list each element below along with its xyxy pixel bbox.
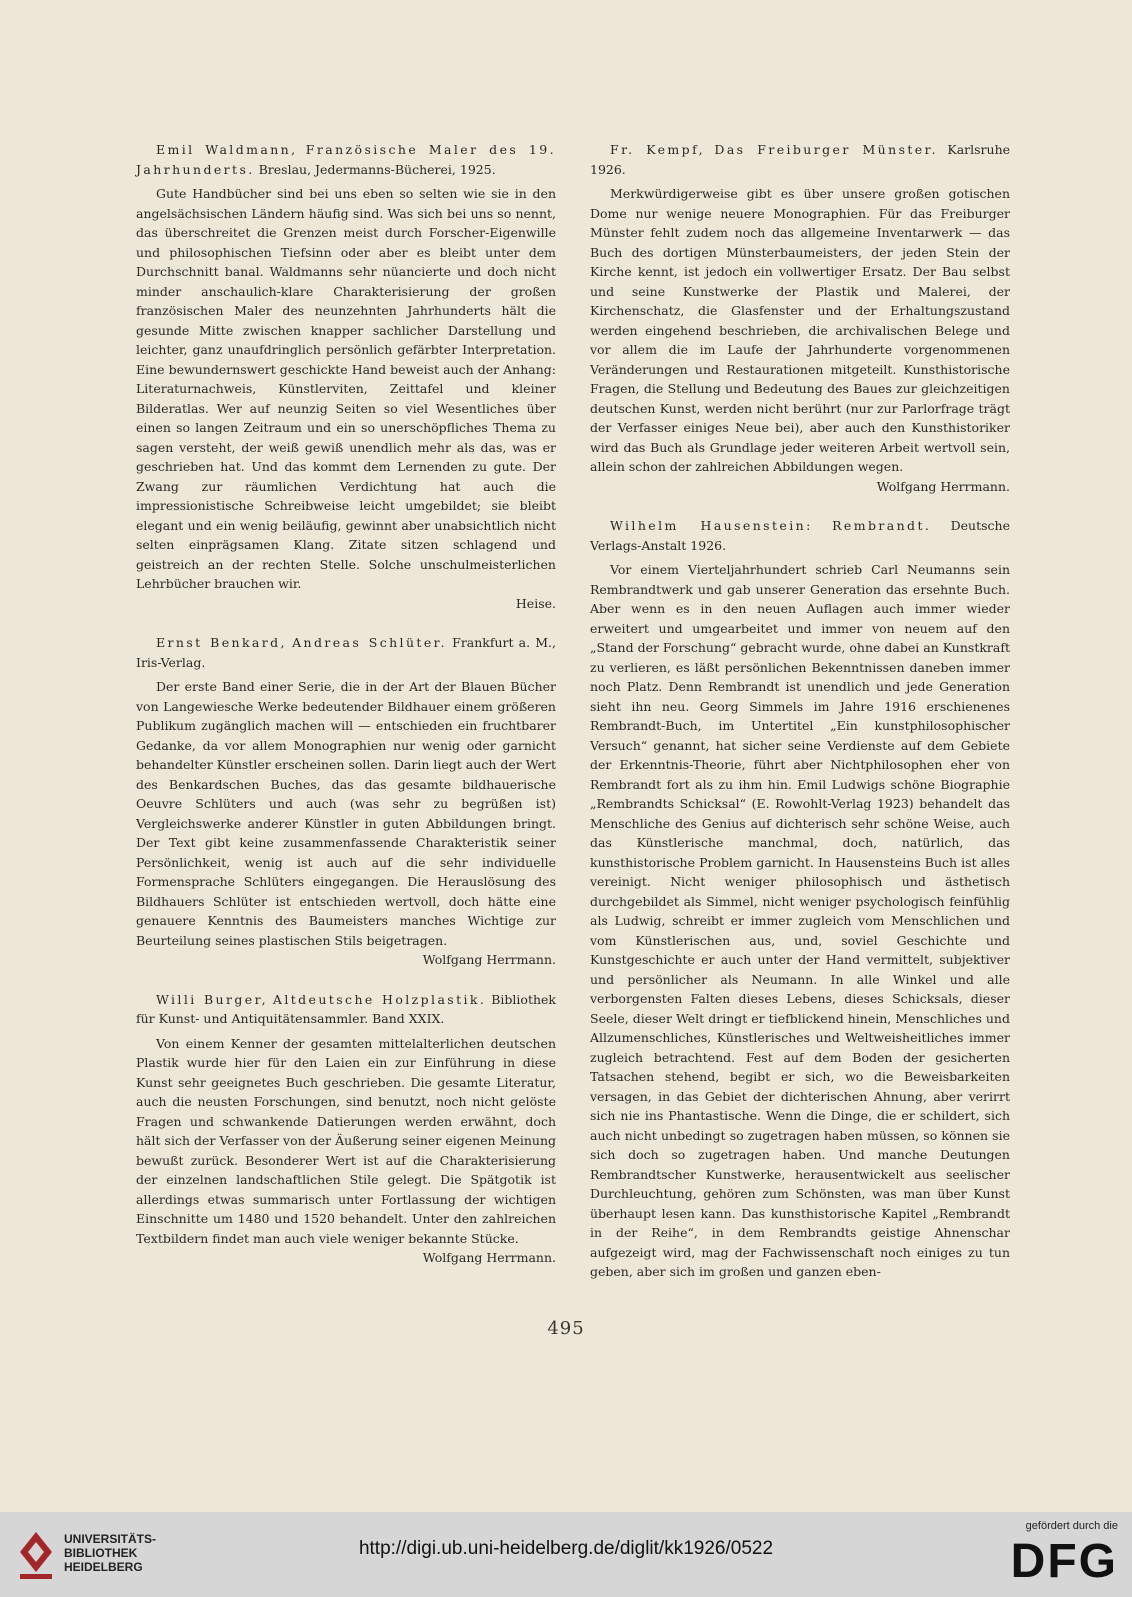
review-title: Französische Maler des 19. Jahrhunderts. [136,142,556,177]
right-column [590,140,1010,1302]
review-heading [136,633,556,672]
review-text: Von einem Kenner der gesamten mittelalterlichen deutschen Plastik wurde hier für den Laien ein zur Einführung in diese Kunst sehr geeignetes Buch geschrieben. Die gesamte Literatur, auch die neusten Forschungen, sind benutzt, noch nicht gelöste Fragen und schwankende Datierungen werden erwähnt, doch hält sich der Verfasser von der Äußerung seiner eigenen Meinung bewußt zurück. Besonderer Wert ist auf die Charakterisierung der einzelnen landschaftlichen Stile gelegt. Die Spätgotik ist allerdings etwas summarisch unter Fortlassung der wichtigen Einschnitte um 1480 und 1520 behandelt. Unter den zahlreichen Textbildern findet man auch viele weniger bekannte Stücke. [136,1035,556,1246]
review-publisher: Karlsruhe 1926. [590,142,1011,177]
review-signature: Wolfgang Herrmann. [876,478,1010,494]
review-author: Ernst Benkard, [156,635,287,650]
review-waldmann [136,140,556,613]
review-kempf [590,140,1010,496]
institution-line: HEIDELBERG [64,1560,143,1574]
review-heading [590,516,1010,555]
page-number: 495 [547,1318,585,1339]
review-text: Gute Handbücher sind bei uns eben so selten wie sie in den angelsächsischen Ländern häufig sind. Was sich bei uns so nennt, das überschreitet die Grenzen meist durch Forscher-Eigenwille und philosophischen Tiefsinn oder aber es bleibt unter dem Durchschnitt banal. Waldmanns sehr nüancierte und doch nicht minder anschaulich-klare Charakterisierung der großen französischen Maler des neunzehnten Jahrhunderts hält die gesunde Mitte zwischen knapper sachlicher Darstellung und leichter, ganz unaufdringlich persönlich gefärbter Interpretation. Eine bewundernswert geschickte Hand beweist auch der Anhang: Literaturnachweis, Künstlerviten, Zeittafel und kleiner Bilderatlas. Wer auf neunzig Seiten so viel Wesentliches über einen so langen Zeitraum und ein so unerschöpfliches Thema zu sagen versteht, der weiß gewiß unendlich mehr als das, was er geschrieben hat. Und das kommt dem Lernenden zu gute. Der Zwang zur räumlichen Verdichtung hat auch die impressionistische Schreibweise leicht umgebildet; sie bleibt elegant und ein wenig beiläufig, gewinnt aber unabsichtlich nicht selten einprägsamen Klang. Zitate sitzen schlagend und geistreich an der rechten Stelle. Solche unschulmeisterlichen Lehrbücher brauchen wir. [136,186,556,591]
review-publisher: Frankfurt a. M., Iris-Verlag. [136,635,556,670]
review-text: Merkwürdigerweise gibt es über unsere großen gotischen Dome nur wenige neuere Monographien. Für das Freiburger Münster fehlt zudem noch das allgemeine Inventarwerk — das Buch des dortigen Münsterbaumeisters, der jeden Stein der Kirche kennt, ist jedoch ein vollwertiger Ersatz. Der Bau selbst und seine Kunstwerke der Plastik und Malerei, der Kirchenschatz, die Glasfenster und der Erhaltungszustand werden eingehend beschrieben, die archivalischen Belege und vor allem die im Laufe der Jahrhunderte vorgenommenen Veränderungen und Restaurationen mitgeteilt. Kunsthistorische Fragen, die Stellung und Bedeutung des Baues zur gleichzeitigen deutschen Kunst, werden nicht berührt (nur zur Parlorfrage trägt der Verfasser einiges Neue bei), aber auch den Kunsthistoriker wird das Buch als Grundlage jeder weiteren Arbeit wertvoll sein, allein schon der zahlreichen Abbildungen wegen. [590,186,1010,474]
review-signature: Wolfgang Herrmann. [422,1250,556,1265]
review-publisher: Bibliothek für Kunst- und Antiquitätensammler. Band XXIX. [136,991,556,1026]
review-burger [136,990,556,1268]
review-publisher: Deutsche Verlags-Anstalt 1926. [590,518,1010,553]
review-author: Willi Burger, [156,991,268,1007]
review-author: Wilhelm Hausenstein: [610,518,813,533]
review-publisher: Breslau, Jedermanns-Bücherei, 1925. [258,161,496,177]
review-author: Emil Waldmann, [156,142,298,157]
footer-bar [0,1512,1132,1597]
review-signature: Heise. [515,595,556,611]
permalink-url[interactable]: http://digi.ub.uni-heidelberg.de/diglit/kk1926/0522 [358,1538,774,1559]
review-benkard [136,633,556,970]
review-title: Andreas Schlüter. [292,635,447,650]
dfg-logo: DFG [1010,1535,1118,1588]
review-title: Rembrandt. [832,518,932,533]
review-text: Vor einem Vierteljahrhundert schrieb Carl Neumanns sein Rembrandtwerk und gab unserer Generation das ersehnte Buch. Aber wenn es in den neuen Auflagen auch immer wieder erweitert und umgearbeitet und immer von neuem auf den „Stand der Forschung“ gebracht wurde, ohne dabei an Kunstkraft zu verlieren, es läßt persönlichen Bekenntnissen daneben immer noch Platz. Denn Rembrandt ist unendlich und jede Generation sieht ihn neu. Georg Simmels im Jahre 1916 erschienenes Rembrandt-Buch, im Untertitel „Ein kunstphilosophischer Versuch“ genannt, hat sicher seine Verdienste auf dem Gebiete der Erkenntnis-Theorie, führt aber Nichtphilosophen eher von Rembrandt fort als zu ihm hin. Emil Ludwigs schöne Biographie „Rembrandts Schicksal“ (E. Rowohlt-Verlag 1923) behandelt das Menschliche des Genius auf dichterisch sehr schöne Weise, auch das Künstlerische manchmal, doch, natürlich, das kunsthistorische Problem garnicht. In Hausensteins Buch ist alles vereinigt. Nicht weniger philosophisch und ästhetisch durchgebildet als Simmel, nicht weniger psychologisch feinfühlig als Ludwig, schreibt er immer zugleich vom Menschlichen und vom Künstlerischen aus, und, soviel Geschichte und Kunstgeschichte er auch unter der Hand vermittelt, subjektiver und persönlicher als Neumann. In alle Winkel und alle verborgensten Falten dieses Lebens, dieses Schicksals, dieser Seele, dieser Welt dringt er tiefblickend hinein, Menschliches und Allzumenschliches, Künstlerisches und Weltweisheitliches immer zugleich betrachtend. Fest auf dem Boden der gesicherten Tatsachen stehend, begibt er sich, wo die Beweisbarkeiten versagen, in das Gebiet der dichterischen Ahnung, aber verirrt sich nie ins Phantastische. Wenn die Dinge, die er schildert, sich auch nicht unbedingt so zugetragen haben müssen, so können sie sich doch so zugetragen haben. Und manche Deutungen Rembrandtscher Kunstwerke, herausentwickelt aus seelischer Durchleuchtung, gehören zum Schönsten, was man über Kunst überhaupt lesen kann. Das kunsthistorische Kapitel „Rembrandt in der Reihe“, in dem Rembrandts geistige Ahnenschar aufgezeigt wird, mag der Fachwissenschaft noch einiges zu tun geben, aber sich im großen und ganzen eben- [590,562,1010,1279]
review-title: Altdeutsche Holzplastik. [272,991,487,1007]
review-signature: Wolfgang Herrmann. [422,952,556,967]
review-heading [136,990,556,1029]
institution-line: BIBLIOTHEK [64,1546,138,1560]
review-heading [590,140,1010,179]
review-author: Fr. Kempf, [610,142,706,157]
left-column [136,140,556,1288]
funding-caption: gefördert durch die [1025,1520,1118,1532]
review-title: Das Freiburger Münster. [714,142,938,157]
review-heading [136,140,556,179]
review-hausenstein [590,516,1010,1282]
review-text: Der erste Band einer Serie, die in der Art der Blauen Bücher von Langewiesche Werke bedeutender Bildhauer einem größeren Publikum zugänglich machen will — entschieden ein fruchtbarer Gedanke, da vor allem Monographien nur wenig oder garnicht behandelter Künstler erscheinen sollen. Darin liegt auch der Wert des Benkardschen Buches, das das gesamte bildhauerische Oeuvre Schlüters und auch (was sehr zu begrüßen ist) Vergleichswerke anderer Künstler in guten Abbildungen bringt. Der Text gibt keine zusammenfassende Charakteristik seiner Persönlichkeit, wenig ist auch auf die sehr individuelle Formensprache Schlüters eingegangen. Die Herauslösung des Bildhauers Schlüter ist entschieden wertvoll, doch hätte eine genauere Kenntnis des Baumeisters manches Wichtige zur Beurteilung seines plastischen Stils beigetragen. [136,679,556,948]
institution-line: UNIVERSITÄTS- [64,1532,157,1546]
